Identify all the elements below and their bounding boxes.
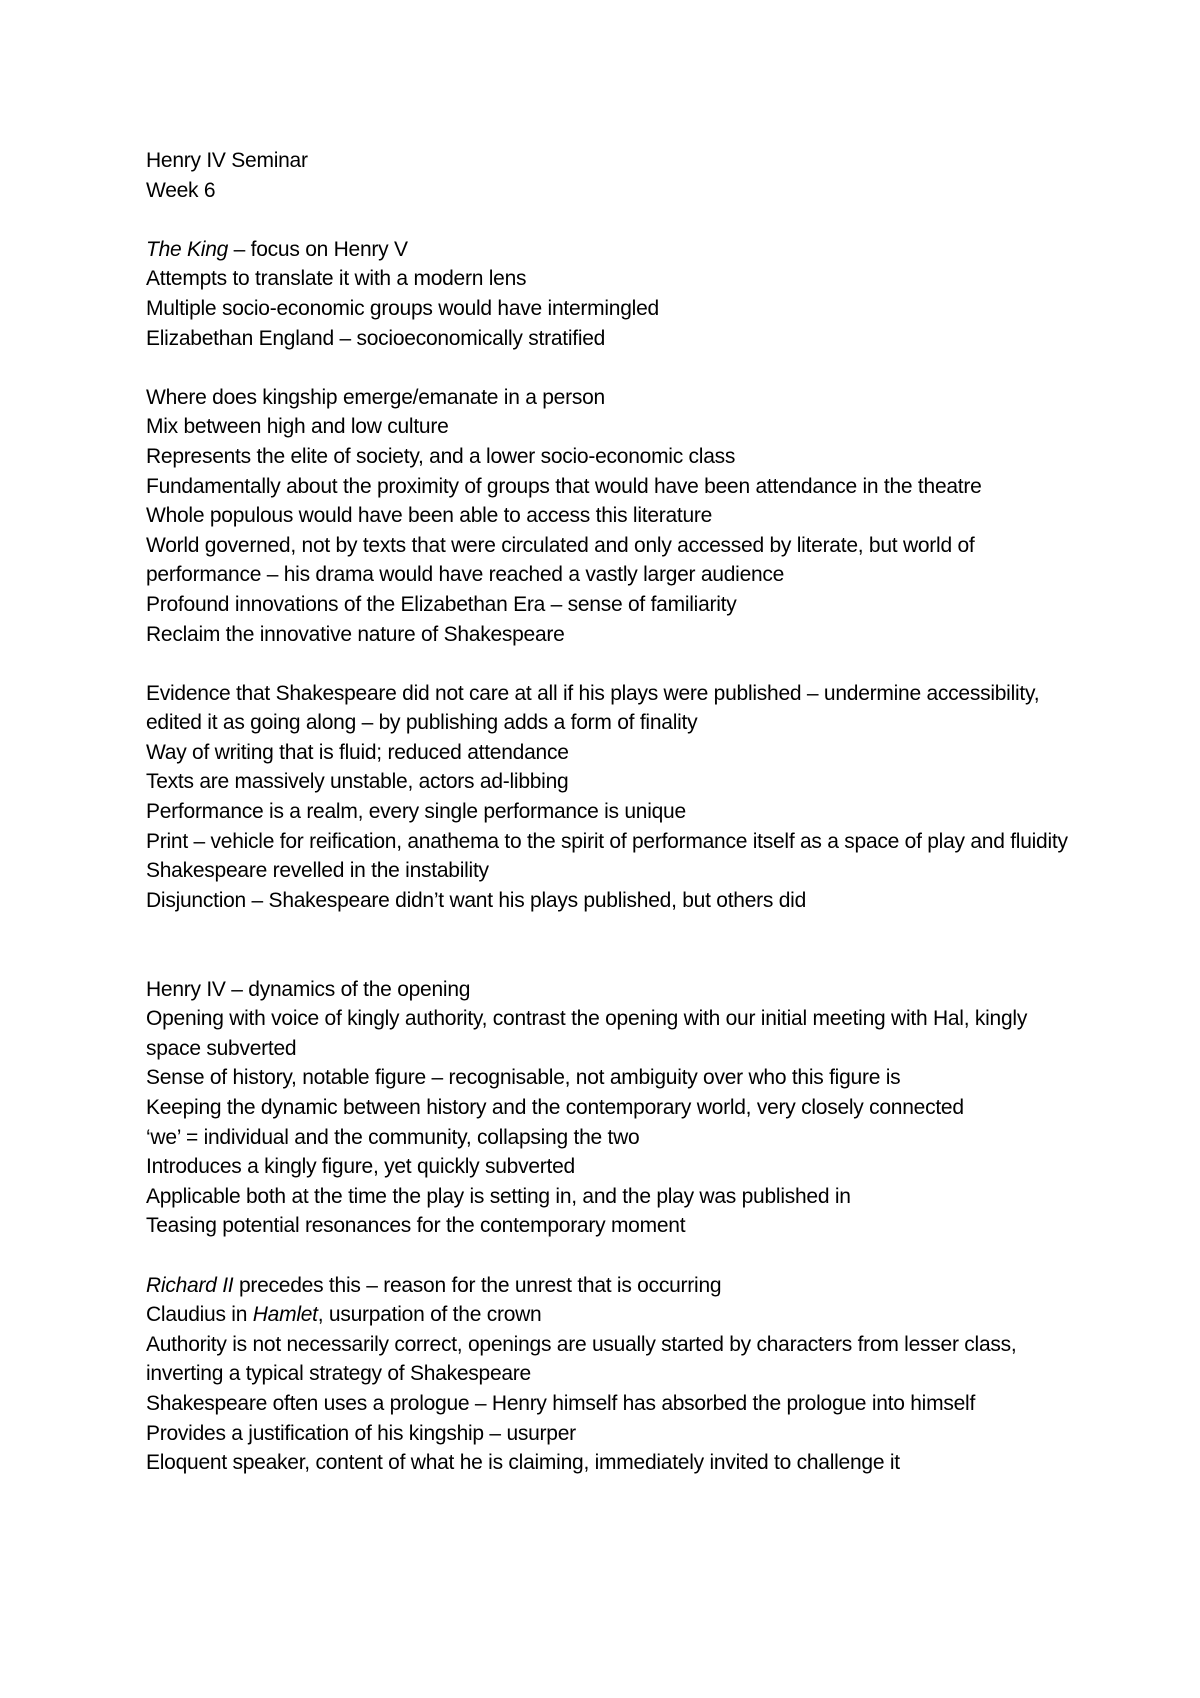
- note-line: Multiple socio-economic groups would have intermingled: [146, 296, 659, 320]
- note-line: ‘we’ = individual and the community, collapsing the two: [146, 1125, 640, 1149]
- note-line: Henry IV – dynamics of the opening: [146, 977, 471, 1001]
- note-line: Disjunction – Shakespeare didn’t want his plays published, but others did: [146, 888, 806, 912]
- note-line: Sense of history, notable figure – recognisable, not ambiguity over who this figure is: [146, 1066, 901, 1090]
- section-the-king: [146, 235, 1086, 353]
- note-line: Shakespeare often uses a prologue – Henry himself has absorbed the prologue into himself: [146, 1391, 976, 1415]
- section-henry-iv-opening: [146, 975, 1086, 1241]
- play-title-italic: Hamlet: [252, 1303, 318, 1327]
- note-line: Applicable both at the time the play is setting in, and the play was published in: [146, 1184, 851, 1208]
- note-line: Texts are massively unstable, actors ad-libbing: [146, 770, 569, 794]
- spacer: [146, 1241, 1086, 1271]
- note-line: Whole populous would have been able to access this literature: [146, 504, 713, 528]
- week-label: Week 6: [146, 178, 216, 202]
- note-line: Print – vehicle for reification, anathema to the spirit of performance itself as a space of play and fluidity: [146, 829, 1068, 853]
- document-title: Henry IV Seminar: [146, 149, 308, 172]
- film-title-italic: The King: [146, 237, 229, 261]
- section-publishing: [146, 679, 1086, 916]
- note-line: Teasing potential resonances for the contemporary moment: [146, 1214, 686, 1238]
- note-line: Shakespeare revelled in the instability: [146, 859, 489, 883]
- note-line: Keeping the dynamic between history and the contemporary world, very closely connected: [146, 1096, 964, 1119]
- note-line: Reclaim the innovative nature of Shakespeare: [146, 622, 565, 646]
- section-richard-ii: [146, 1271, 1086, 1478]
- note-line: Fundamentally about the proximity of groups that would have been attendance in the theatre: [146, 474, 982, 498]
- note-line: Way of writing that is fluid; reduced attendance: [146, 740, 569, 764]
- note-line: Elizabethan England – socioeconomically stratified: [146, 326, 606, 350]
- play-title-italic: Richard II: [146, 1273, 234, 1297]
- note-line: Authority is not necessarily correct, openings are usually started by characters from lesser class, inverting a typical strategy of Shakespeare: [146, 1332, 1017, 1386]
- note-line: Where does kingship emerge/emanate in a person: [146, 385, 605, 409]
- note-line: Eloquent speaker, content of what he is claiming, immediately invited to challenge it: [146, 1451, 900, 1475]
- note-line: Mix between high and low culture: [146, 415, 449, 439]
- note-line: Evidence that Shakespeare did not care at all if his plays were published – undermine accessibility, edited it as going along – by publishing adds a form of finality: [146, 681, 1040, 735]
- document-page: [146, 146, 1086, 1478]
- note-line: Introduces a kingly figure, yet quickly subverted: [146, 1155, 575, 1179]
- spacer: [146, 649, 1086, 679]
- spacer: [146, 353, 1086, 383]
- spacer: [146, 915, 1086, 974]
- note-line: The King – focus on Henry V: [146, 237, 408, 261]
- note-line: Provides a justification of his kingship – usurper: [146, 1421, 576, 1445]
- note-line: Performance is a realm, every single performance is unique: [146, 800, 686, 824]
- note-line: Profound innovations of the Elizabethan Era – sense of familiarity: [146, 592, 737, 616]
- note-line: World governed, not by texts that were circulated and only accessed by literate, but world of performance – his drama would have reached a vastly larger audience: [146, 533, 975, 587]
- note-line: Represents the elite of society, and a lower socio-economic class: [146, 444, 736, 468]
- note-line: Attempts to translate it with a modern lens: [146, 267, 527, 291]
- spacer: [146, 205, 1086, 235]
- note-line: Richard II precedes this – reason for the unrest that is occurring: [146, 1273, 722, 1297]
- note-line: Claudius in Hamlet, usurpation of the crown: [146, 1303, 542, 1327]
- section-kingship: [146, 383, 1086, 649]
- note-line: Opening with voice of kingly authority, contrast the opening with our initial meeting with Hal, kingly space subverted: [146, 1007, 1028, 1060]
